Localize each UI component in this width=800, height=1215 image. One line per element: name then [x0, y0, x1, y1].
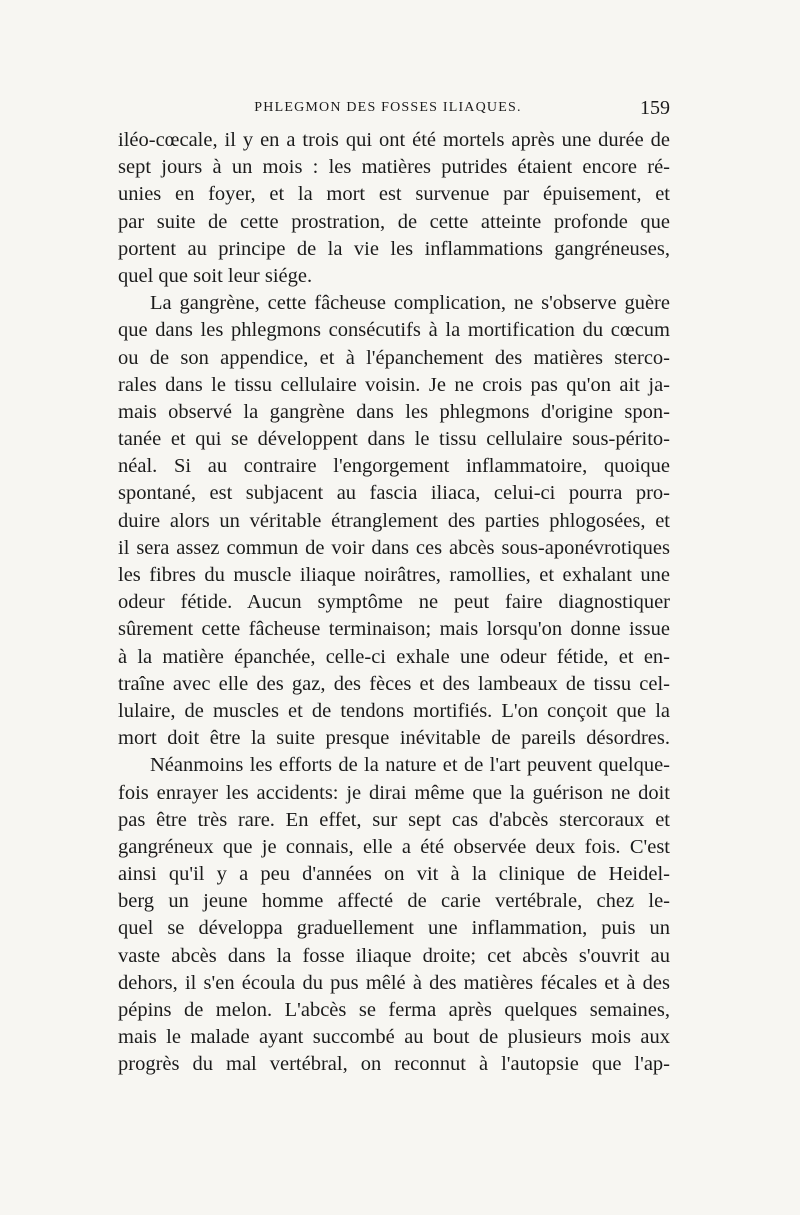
text-line: mort doit être la suite presque inévitable de pareils désordres.: [118, 727, 670, 750]
text-line: ainsi qu'il y a peu d'années on vit à la clinique de Heidel-: [118, 863, 670, 886]
text-line: iléo-cœcale, il y en a trois qui ont été mortels après une durée de: [118, 129, 670, 151]
text-line: vaste abcès dans la fosse iliaque droite; cet abcès s'ouvrit au: [118, 944, 670, 967]
text-line: dehors, il s'en écoula du pus mêlé à des matières fécales et à des: [118, 971, 670, 994]
text-line: portent au principe de la vie les inflammations gangréneuses,: [118, 237, 670, 260]
text-line: néal. Si au contraire l'engorgement inflammatoire, quoique: [118, 455, 670, 478]
text-line: à la matière épanchée, celle-ci exhale une odeur fétide, et en-: [118, 645, 670, 668]
text-line: odeur fétide. Aucun symptôme ne peut faire diagnostiquer: [118, 591, 670, 614]
text-line: les fibres du muscle iliaque noirâtres, ramollies, et exhalant une: [118, 564, 670, 586]
text-line: pas être très rare. En effet, sur sept cas d'abcès stercoraux et: [118, 808, 670, 831]
text-line: sûrement cette fâcheuse terminaison; mais lorsqu'on donne issue: [118, 618, 670, 641]
running-title: PHLEGMON DES FOSSES ILIAQUES.: [254, 100, 522, 115]
text-line: tanée et qui se développent dans le tissu cellulaire sous-périto-: [118, 428, 670, 451]
text-line: La gangrène, cette fâcheuse complication, ne s'observe guère: [150, 292, 670, 315]
running-head: [118, 97, 670, 124]
text-line: mais observé la gangrène dans les phlegmons d'origine spon-: [118, 400, 670, 423]
text-line: ou de son appendice, et à l'épanchement des matières sterco-: [118, 346, 670, 369]
text-line: unies en foyer, et la mort est survenue par épuisement, et: [118, 183, 670, 206]
text-line: spontané, est subjacent au fascia iliaca, celui-ci pourra pro-: [118, 482, 670, 505]
text-line: gangréneux que je connais, elle a été observée deux fois. C'est: [118, 835, 670, 858]
text-line: sept jours à un mois : les matières putrides étaient encore ré-: [118, 156, 670, 179]
text-line: quel se développa graduellement une inflammation, puis un: [118, 917, 670, 940]
text-line: par suite de cette prostration, de cette atteinte profonde que: [118, 210, 670, 233]
text-line: que dans les phlegmons consécutifs à la mortification du cœcum: [118, 319, 670, 342]
text-line: lulaire, de muscles et de tendons mortifiés. L'on conçoit que la: [118, 699, 670, 722]
page-number: 159: [640, 97, 670, 119]
text-line: rales dans le tissu cellulaire voisin. Je ne crois pas qu'on ait ja-: [118, 373, 670, 396]
text-line: mais le malade ayant succombé au bout de plusieurs mois aux: [118, 1026, 670, 1049]
text-line: progrès du mal vertébral, on reconnut à l'autopsie que l'ap-: [118, 1053, 670, 1076]
text-line: quel que soit leur siége.: [118, 264, 313, 287]
body-text: [118, 127, 670, 1079]
text-line: traîne avec elle des gaz, des fèces et des lambeaux de tissu cel-: [118, 672, 670, 695]
text-line: Néanmoins les efforts de la nature et de l'art peuvent quelque-: [150, 754, 670, 777]
text-line: berg un jeune homme affecté de carie vertébrale, chez le-: [118, 890, 670, 913]
text-line: il sera assez commun de voir dans ces abcès sous-aponévrotiques: [118, 536, 670, 559]
text-line: duire alors un véritable étranglement des parties phlogosées, et: [118, 509, 670, 532]
text-line: pépins de melon. L'abcès se ferma après quelques semaines,: [118, 999, 670, 1021]
text-line: fois enrayer les accidents: je dirai même que la guérison ne doit: [118, 781, 670, 804]
